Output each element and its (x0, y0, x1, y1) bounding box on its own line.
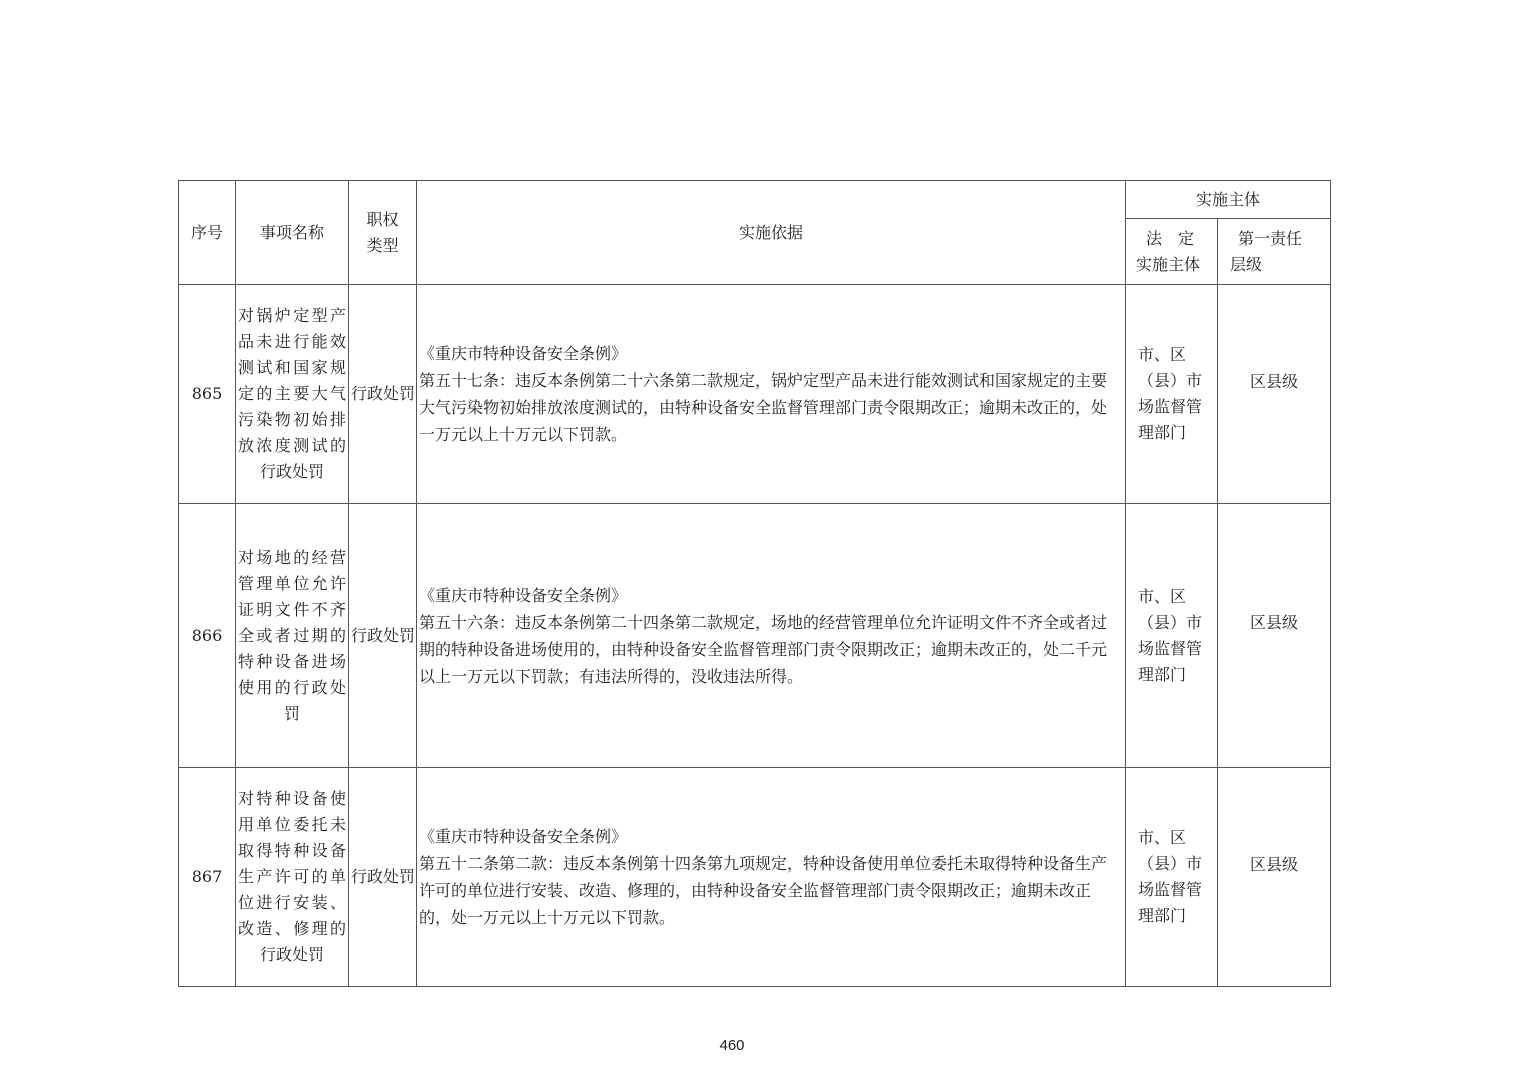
row-level: 区县级 (1218, 504, 1331, 768)
header-first-level: 第一责任 层级 (1218, 219, 1331, 285)
row-type: 行政处罚 (349, 768, 417, 987)
basis-title: 《重庆市特种设备安全条例》 (419, 344, 628, 363)
row-subject: 市、区（县）市场监督管理部门 (1126, 768, 1218, 987)
table-row (179, 285, 1331, 504)
basis-text: 第五十六条：违反本条例第二十四条第二款规定，场地的经营管理单位允许证明文件不齐全或者过期的特种设备进场使用的，由特种设备安全监督管理部门责令限期改正；逾期未改正的，处二千元以上一万元以下罚款；有违法所得的，没收违法所得。 (419, 612, 1108, 686)
row-subject: 市、区（县）市场监督管理部门 (1126, 504, 1218, 768)
row-seq: 865 (179, 285, 236, 504)
basis-title: 《重庆市特种设备安全条例》 (419, 827, 628, 846)
row-subject: 市、区（县）市场监督管理部门 (1126, 285, 1218, 504)
table-row (179, 504, 1331, 768)
row-basis (417, 285, 1126, 504)
row-level: 区县级 (1218, 285, 1331, 504)
row-basis (417, 768, 1126, 987)
row-basis (417, 504, 1126, 768)
header-name: 事项名称 (236, 181, 349, 285)
row-level: 区县级 (1218, 768, 1331, 987)
row-type: 行政处罚 (349, 504, 417, 768)
enforcement-items-table (178, 180, 1331, 987)
header-subject-group: 实施主体 (1126, 181, 1331, 219)
row-item-name: 对特种设备使用单位委托未取得特种设备生产许可的单位进行安装、改造、修理的行政处罚 (236, 768, 349, 987)
row-seq: 866 (179, 504, 236, 768)
row-item-name: 对锅炉定型产品未进行能效测试和国家规定的主要大气污染物初始排放浓度测试的行政处罚 (236, 285, 349, 504)
header-basis: 实施依据 (417, 181, 1126, 285)
header-seq: 序号 (179, 181, 236, 285)
basis-text: 第五十七条：违反本条例第二十六条第二款规定，锅炉定型产品未进行能效测试和国家规定的主要大气污染物初始排放浓度测试的，由特种设备安全监督管理部门责令限期改正；逾期未改正的，处一万元以上十万元以下罚款。 (419, 371, 1108, 444)
header-type: 职权 类型 (349, 181, 417, 285)
row-seq: 867 (179, 768, 236, 987)
basis-text: 第五十二条第二款：违反本条例第十四条第九项规定，特种设备使用单位委托未取得特种设备生产许可的单位进行安装、改造、修理的，由特种设备安全监督管理部门责令限期改正；逾期未改正的，处一万元以上十万元以下罚款。 (419, 854, 1108, 927)
row-item-name: 对场地的经营管理单位允许证明文件不齐全或者过期的特种设备进场使用的行政处罚 (236, 504, 349, 768)
page-number: 460 (719, 1037, 745, 1054)
header-legal-subject: 法 定 实施主体 (1126, 219, 1218, 285)
table-row (179, 768, 1331, 987)
basis-title: 《重庆市特种设备安全条例》 (419, 585, 628, 605)
row-type: 行政处罚 (349, 285, 417, 504)
